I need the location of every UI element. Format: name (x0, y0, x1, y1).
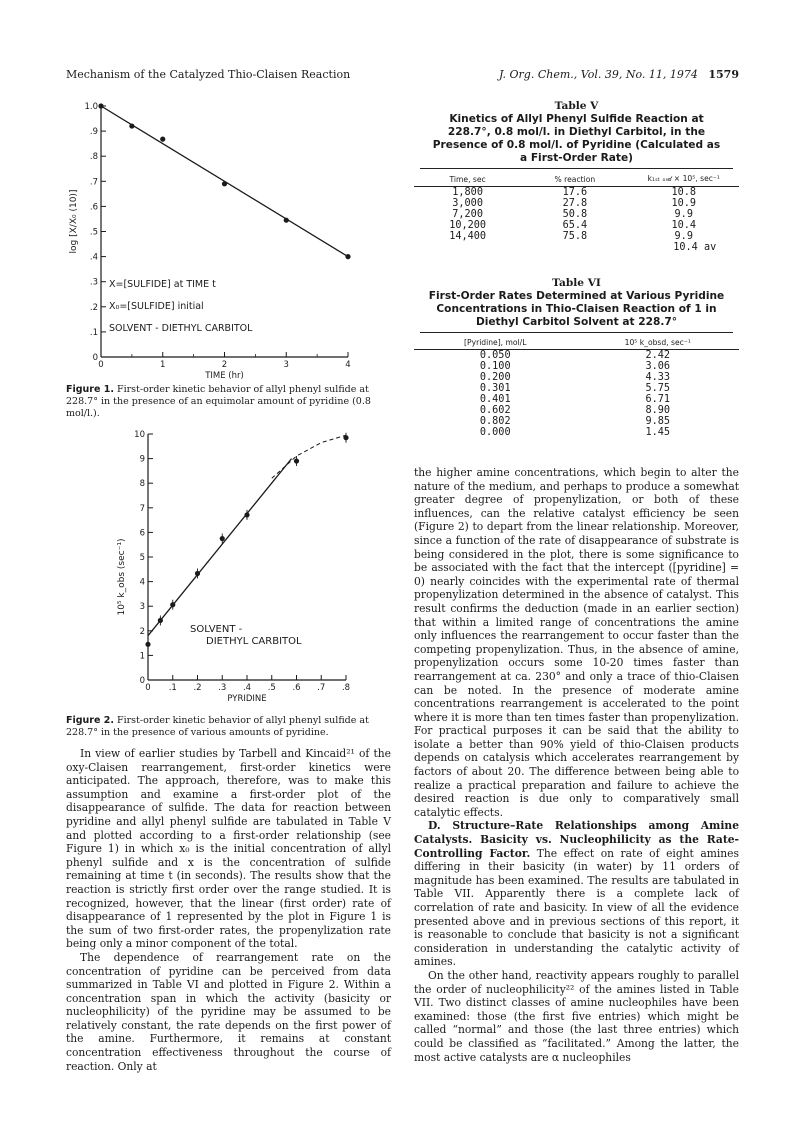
y-tick-label: 9 (139, 454, 145, 465)
table-6 (414, 277, 739, 438)
table-6-header: 10⁵ k_obsd, sec⁻¹ (577, 335, 740, 350)
x-tick-label: .4 (242, 683, 252, 693)
table-row: 0.602 8.90 (479, 405, 671, 416)
y-tick-label: 0 (92, 353, 98, 363)
running-head-journal: J. Org. Chem., Vol. 39, No. 11, 1974 1579 (498, 68, 739, 81)
table-5-header: Time, sec (414, 171, 521, 187)
y-tick-label: 4 (139, 577, 145, 588)
y-tick-label: .4 (89, 252, 98, 263)
x-axis-label: PYRIDINE (227, 694, 267, 704)
y-tick-label: 1.0 (84, 102, 98, 112)
table-row: 10,200 65.4 10.4 (449, 220, 697, 231)
legend-line: SOLVENT - (190, 624, 243, 635)
data-point (195, 571, 200, 576)
table-6-header-row (414, 335, 739, 350)
y-axis-label: 10⁵ k_obs (sec⁻¹) (117, 538, 127, 616)
y-tick-label: .3 (89, 277, 98, 288)
x-tick-label: .5 (267, 683, 276, 693)
y-tick-label: 5 (139, 553, 145, 563)
table-5-caption: Kinetics of Allyl Phenyl Sulfide Reaction at 228.7°, 0.8 mol/l. in Diethyl Carbitol, in the Presence of 0.8 mol/l. of Pyridine (Calculated as a First-Order Rate) (432, 113, 721, 164)
table-5-grid (414, 171, 739, 253)
y-axis-label: log [X/X₀ (10)] (69, 189, 79, 254)
figure-1-plot (66, 98, 366, 382)
legend-line: X₀=[SULFIDE] initial (109, 301, 204, 312)
figure-2 (66, 422, 366, 712)
x-axis-label: TIME (hr) (205, 371, 244, 381)
table-5-top-rule (420, 168, 733, 169)
y-tick-label: .7 (89, 177, 98, 188)
table-5-header-row (414, 171, 739, 187)
table-5-title: Table V (554, 100, 599, 112)
table-6-header: [Pyridine], mol/L (414, 335, 577, 350)
y-tick-label: .6 (89, 202, 98, 213)
x-tick-label: 0 (145, 683, 151, 693)
table-row: 0.050 2.42 (479, 350, 671, 361)
y-tick-label: 8 (139, 479, 145, 490)
data-point (244, 512, 249, 517)
data-point (98, 103, 103, 108)
data-point (294, 458, 299, 463)
x-tick-label: .7 (317, 683, 326, 693)
body-paragraph: In view of earlier studies by Tarbell and Kincaid²¹ of the oxy-Claisen rearrangement, first-order kinetics were anticipated. The approach, therefore, was to make this assumption and examine a first-order plot of the disappearance of sulfide. The data for reaction between pyridine and allyl phenyl sulfide are tabulated in Table V and plotted according to a first-order relationship (see Figure 1) in which x₀ is the initial concentration of allyl phenyl sulfide and x is the concentration of sulfide remaining at time t (in seconds). The results show that the reaction is strictly first order over the range studied. It is recognized, however, that the linear (first order) rate of disappearance of 1 represented by the plot in Figure 1 is the sum of two first-order rates, the propenylization rate being only a minor component of the total. (66, 747, 391, 951)
page-number: 1579 (708, 68, 739, 81)
table-6-grid (414, 335, 739, 438)
y-tick-label: .2 (89, 302, 98, 313)
body-paragraph: The dependence of rearrangement rate on the concentration of pyridine can be perceived from data summarized in Table VI and plotted in Figure 2. Within a concentration span in which the activity (basicity or nucleophilicity) of the pyridine may be assumed to be relatively constant, the rate depends on the first power of the amine. Furthermore, it remains at constant concentration effectiveness throughout the course of reaction. Only at (66, 950, 391, 1073)
figure-1 (66, 98, 366, 382)
table-5-header: % reaction (521, 171, 628, 187)
legend-line: X=[SULFIDE] at TIME t (109, 279, 216, 290)
x-tick-label: 1 (160, 360, 166, 370)
figure-2-plot (66, 422, 366, 712)
figure-2-caption: Figure 2. First-order kinetic behavior of allyl phenyl sulfide at 228.7° in the presence of various amounts of pyridine. (66, 715, 369, 738)
body-paragraph: the higher amine concentrations, which begin to alter the nature of the medium, and perhaps to produce a somewhat greater degree of propenylization, or both of these influences, can the relative catalyst efficiency be seen (Figure 2) to depart from the linear relationship. Moreover, since a function of the rate of disappearance of substrate is being considered in the plot, there is some significance to be associated with the fact that the intercept ([pyridine] = 0) nearly coincides with the experimental rate of thermal propenylization determined in the absence of catalyst. This result confirms the deduction (made in an earlier section) that within a limited range of concentrations the amine only influences the rearrangement to occur faster than the competing propenylization. Thus, in the absence of amine, propenylization occurs some 10-20 times faster than rearrangement at ca. 230° and only a trace of thio-Claisen can be noted. In the presence of moderate amine concentrations rearrangement is accelerated to the point where it is more than ten times faster than propenylization. For practical purposes it can be said that the ability to isolate a better than 90% yield of thio-Claisen products depends on catalysis which accelerates rearrangement by factors of about 20. The difference between being able to realize a practical preparation and failure to achieve the desired reaction is due only to comparatively small catalytic effects. (414, 466, 739, 819)
y-tick-label: .8 (89, 152, 98, 163)
body-left-column (66, 747, 391, 1073)
y-tick-label: 7 (139, 503, 145, 514)
data-point (345, 254, 350, 259)
table-row: 3,000 27.8 10.9 (452, 198, 697, 209)
table-5 (414, 100, 739, 253)
data-point (160, 137, 165, 142)
table-5-header: k₁ₛₜ ₒᵣ𝒹 × 10⁵, sec⁻¹ (629, 171, 740, 187)
x-tick-label: 4 (345, 360, 351, 370)
legend-line: DIETHYL CARBITOL (206, 636, 302, 647)
data-point (284, 218, 289, 223)
table-row: 0.401 6.71 (479, 394, 671, 405)
table-6-top-rule (420, 332, 733, 333)
x-tick-label: 0 (98, 360, 104, 370)
table-row: 1,800 17.6 10.8 (452, 187, 697, 198)
y-tick-label: .5 (89, 227, 98, 238)
y-tick-label: .1 (89, 327, 98, 338)
y-tick-label: 10 (134, 430, 145, 440)
y-tick-label: .9 (89, 127, 98, 138)
dashed-curve (272, 435, 346, 478)
table-row: 0.301 5.75 (479, 383, 671, 394)
legend-line: SOLVENT - DIETHYL CARBITOL (109, 323, 253, 334)
x-tick-label: .8 (341, 683, 351, 693)
table-row: 14,400 75.8 9.9 (449, 231, 693, 242)
x-tick-label: .2 (193, 683, 202, 693)
table-row: 0.200 4.33 (479, 372, 671, 383)
table-row: 7,200 50.8 9.9 (452, 209, 693, 220)
data-point (170, 602, 175, 607)
table-6-title: Table VI (552, 277, 601, 289)
x-tick-label: .3 (218, 683, 227, 693)
data-point (343, 435, 348, 440)
y-tick-label: 1 (139, 651, 145, 662)
table-row: 0.100 3.06 (479, 361, 671, 372)
x-tick-label: .1 (168, 683, 177, 693)
y-tick-label: 6 (139, 528, 145, 539)
table-row: 10.4 av (673, 242, 717, 253)
y-tick-label: 0 (139, 676, 145, 686)
fit-line (148, 459, 292, 636)
data-point (129, 123, 134, 128)
x-tick-label: 3 (283, 360, 289, 370)
data-point (222, 181, 227, 186)
x-tick-label: .6 (292, 683, 301, 693)
table-6-caption: First-Order Rates Determined at Various Pyridine Concentrations in Thio-Claisen Reaction of 1 in Diethyl Carbitol Solvent at 228.7° (428, 290, 725, 328)
figure-1-caption: Figure 1. First-order kinetic behavior of allyl phenyl sulfide at 228.7° in the presence of an equimolar amount of pyridine (0.8 mol/l.). (66, 384, 371, 419)
body-paragraph: On the other hand, reactivity appears roughly to parallel the order of nucleophilicity²² of the amines listed in Table VII. Two distinct classes of amine nucleophiles have been examined: those (the first five entries) which might be called “normal” and those (the last three entries) which could be classified as “facilitated.” Among the latter, the most active catalysts are α nucleophiles (414, 968, 739, 1064)
data-point (220, 536, 225, 541)
y-tick-label: 2 (139, 626, 145, 637)
table-row: 0.802 9.85 (479, 416, 671, 427)
section-heading: D. Structure–Rate Relationships among Amine Catalysts. Basicity vs. Nucleophilicity as the Rate-Controlling Factor. (414, 819, 739, 860)
data-point (145, 642, 150, 647)
running-head-title: Mechanism of the Catalyzed Thio-Claisen Reaction (66, 68, 351, 81)
x-tick-label: 2 (221, 360, 228, 370)
data-point (158, 618, 163, 623)
section-paragraph: D. Structure–Rate Relationships among Amine Catalysts. Basicity vs. Nucleophilicity as the Rate-Controlling Factor. The effect on rate of eight amines differing in their basicity (in water) by 11 orders of magnitude has been examined. The results are tabulated in Table VII. Apparently there is a complete lack of correlation of rate and basicity. In view of all the evidence presented above and in previous sections of this report, it is reasonable to conclude that basicity is not a significant consideration in understanding the catalytic activity of amines. (414, 819, 739, 969)
body-right-column (414, 466, 739, 1064)
y-tick-label: 3 (139, 602, 145, 613)
table-row: 0.000 1.45 (479, 427, 671, 438)
